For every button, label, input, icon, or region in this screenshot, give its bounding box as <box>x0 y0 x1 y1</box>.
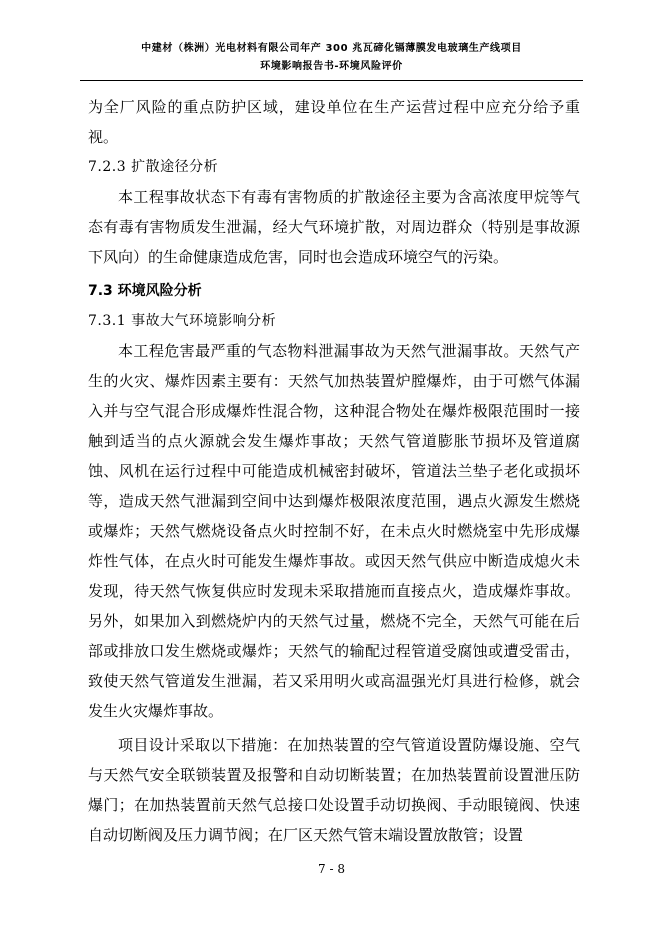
paragraph-diffusion: 本工程事故状态下有毒有害物质的扩散途径主要为含高浓度甲烷等气态有毒有害物质发生泄漏，经大气环境扩散，对周边群众（特别是事故源下风向）的生命健康造成危害，同时也会造成环境空气的污染。 <box>88 188 580 266</box>
header-report-title: 环境影响报告书-环境风险评价 <box>260 61 403 72</box>
header-divider <box>80 80 583 81</box>
header-project-title: 中建材（株洲）光电材料有限公司年产 300 兆瓦碲化镉薄膜发电玻璃生产线项目 <box>141 43 522 54</box>
page-header <box>80 40 583 76</box>
section-heading-7-2-3: 7.2.3 扩散途径分析 <box>88 159 219 175</box>
section-heading-7-3-1: 7.3.1 事故大气环境影响分析 <box>88 313 277 329</box>
document-body <box>88 92 580 850</box>
section-heading-7-3: 7.3 环境风险分析 <box>88 283 202 299</box>
paragraph-gas-leak: 本工程危害最严重的气态物料泄漏事故为天然气泄漏事故。天然气产生的火灾、爆炸因素主要有：天然气加热装置炉膛爆炸，由于可燃气体漏入并与空气混合形成爆炸性混合物，这种混合物处在爆炸极限范围时一接触到适当的点火源就会发生爆炸事故；天然气管道膨胀节损坏及管道腐蚀、风机在运行过程中可能造成机械密封破坏，管道法兰垫子老化或损坏等，造成天然气泄漏到空间中达到爆炸极限浓度范围，遇点火源发生燃烧或爆炸；天然气燃烧设备点火时控制不好，在未点火时燃烧室中先形成爆炸性气体，在点火时可能发生爆炸事故。或因天然气供应中断造成熄火未发现，待天然气恢复供应时发现未采取措施而直接点火，造成爆炸事故。另外，如果加入到燃烧炉内的天然气过量，燃烧不完全，天然气可能在后部或排放口发生燃烧或爆炸；天然气的输配过程管道受腐蚀或遭受雷击，致使天然气管道发生泄漏，若又采用明火或高温强光灯具进行检修，就会发生火灾爆炸事故。 <box>88 342 580 720</box>
paragraph-measures: 项目设计采取以下措施：在加热装置的空气管道设置防爆设施、空气与天然气安全联锁装置及报警和自动切断装置；在加热装置前设置泄压防爆门；在加热装置前天然气总接口处设置手动切换阀、手动眼镜阀、快速自动切断阀及压力调节阀；在厂区天然气管末端设置放散管；设置 <box>88 736 580 844</box>
page-number: 7 - 8 <box>318 862 345 876</box>
paragraph-continued: 为全厂风险的重点防护区域，建设单位在生产运营过程中应充分给予重视。 <box>88 98 580 146</box>
